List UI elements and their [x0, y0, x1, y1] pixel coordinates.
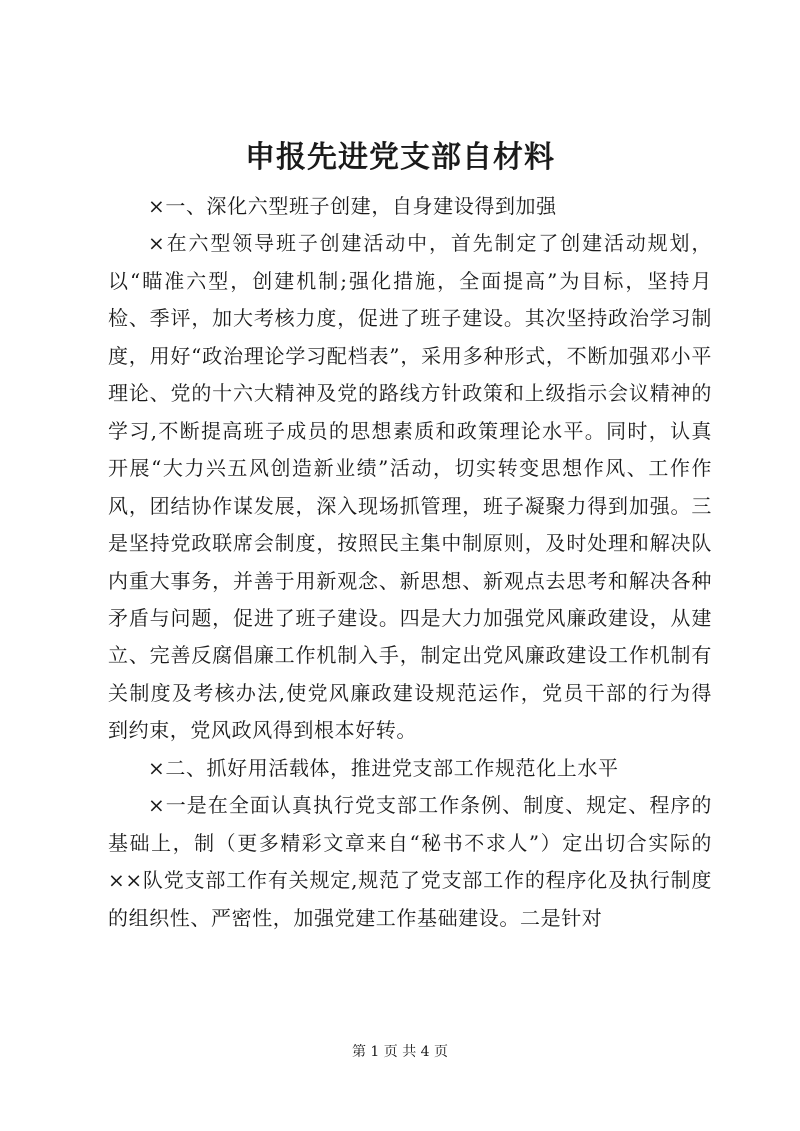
page-number-footer: 第 1 页 共 4 页 — [351, 1044, 449, 1060]
section-heading-1: ×一、深化六型班子创建，自身建设得到加强 — [148, 194, 557, 218]
document-body — [108, 188, 712, 937]
section-paragraph-2: ×一是在全面认真执行党支部工作条例、制度、规定、程序的基础上，制（更多精彩文章来自“秘书不求人”）定出切合实际的××队党支部工作有关规定,规范了党支部工作的程序化及执行制度的组织性、严密性，加强党建工作基础建设。二是针对 — [108, 793, 712, 930]
document-title: 申报先进党支部自材料 — [245, 140, 555, 175]
section-heading-2: ×二、抓好用活载体，推进党支部工作规范化上水平 — [148, 755, 619, 780]
section-paragraph-1: ×在六型领导班子创建活动中，首先制定了创建活动规划，以“瞄准六型，创建机制;强化措施，全面提高”为目标，坚持月检、季评，加大考核力度，促进了班子建设。其次坚持政治学习制度，用好“政治理论学习配档表”，采用多种形式，不断加强邓小平理论、党的十六大精神及党的路线方针政策和上级指示会议精神的学习,不断提高班子成员的思想素质和政策理论水平。同时，认真开展“大力兴五风创造新业绩”活动，切实转变思想作风、工作作风，团结协作谋发展，深入现场抓管理，班子凝聚力得到加强。三是坚持党政联席会制度，按照民主集中制原则，及时处理和解决队内重大事务，并善于用新观念、新思想、新观点去思考和解决各种矛盾与问题，促进了班子建设。四是大力加强党风廉政建设，从建立、完善反腐倡廉工作机制入手，制定出党风廉政建设工作机制有关制度及考核办法,使党风廉政建设规范运作，党员干部的行为得到约束，党风政风得到根本好转。 — [108, 231, 712, 743]
